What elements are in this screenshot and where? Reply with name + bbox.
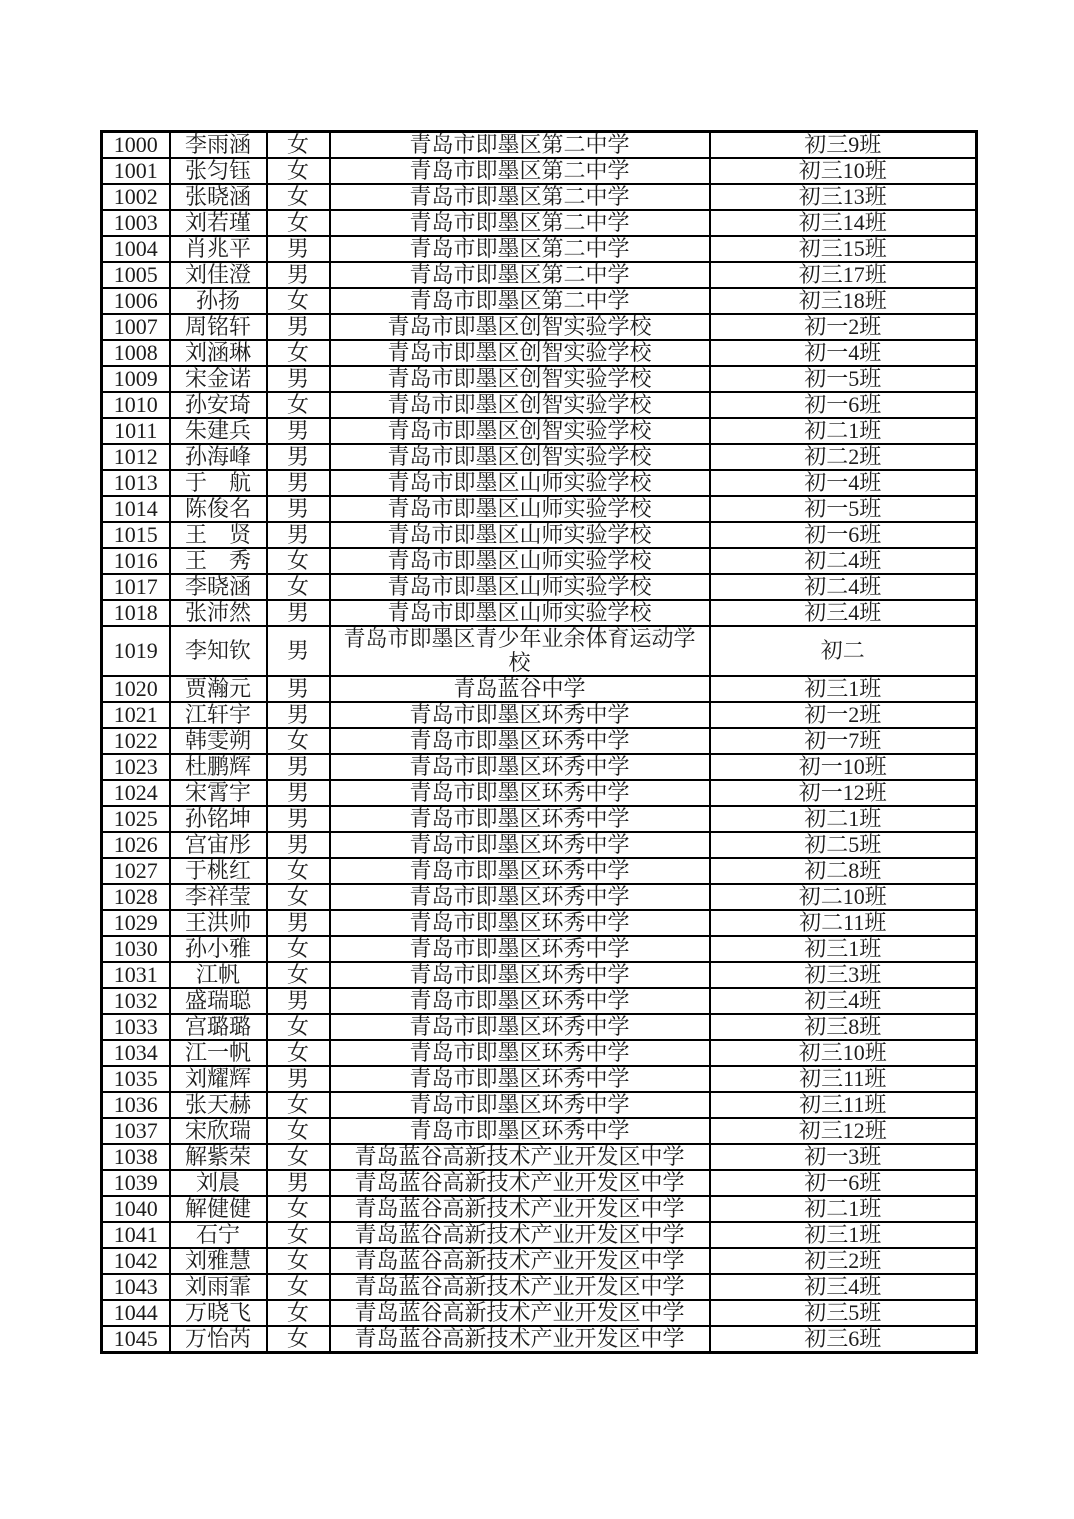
school-cell: 青岛市即墨区创智实验学校 [330,418,710,444]
name-cell: 江帆 [170,962,267,988]
class-cell: 初三6班 [710,1326,977,1353]
gender-cell: 女 [267,1118,330,1144]
name-cell: 解紫荣 [170,1144,267,1170]
class-cell: 初三11班 [710,1066,977,1092]
id-cell: 1004 [102,236,170,262]
class-cell: 初三12班 [710,1118,977,1144]
table-row [102,496,977,522]
gender-cell: 男 [267,522,330,548]
id-cell: 1012 [102,444,170,470]
name-cell: 王 贤 [170,522,267,548]
table-row [102,702,977,728]
id-cell: 1017 [102,574,170,600]
school-cell: 青岛市即墨区山师实验学校 [330,574,710,600]
table-row [102,884,977,910]
class-cell: 初二2班 [710,444,977,470]
gender-cell: 女 [267,1196,330,1222]
class-cell: 初一5班 [710,366,977,392]
school-cell: 青岛市即墨区创智实验学校 [330,314,710,340]
table-row [102,988,977,1014]
class-cell: 初一2班 [710,314,977,340]
class-cell: 初三8班 [710,1014,977,1040]
gender-cell: 女 [267,1092,330,1118]
gender-cell: 男 [267,470,330,496]
school-cell: 青岛市即墨区山师实验学校 [330,496,710,522]
name-cell: 杜鹏辉 [170,754,267,780]
table-row [102,858,977,884]
id-cell: 1027 [102,858,170,884]
school-cell: 青岛蓝谷中学 [330,676,710,702]
table-row [102,1144,977,1170]
class-cell: 初三17班 [710,262,977,288]
gender-cell: 女 [267,1222,330,1248]
school-cell: 青岛蓝谷高新技术产业开发区中学 [330,1248,710,1274]
id-cell: 1043 [102,1274,170,1300]
gender-cell: 男 [267,314,330,340]
name-cell: 刘佳澄 [170,262,267,288]
class-cell: 初一6班 [710,522,977,548]
gender-cell: 男 [267,780,330,806]
class-cell: 初三10班 [710,158,977,184]
student-roster-table [100,130,978,1354]
table-row [102,1248,977,1274]
class-cell: 初三1班 [710,936,977,962]
gender-cell: 女 [267,1274,330,1300]
name-cell: 张晓涵 [170,184,267,210]
gender-cell: 男 [267,910,330,936]
table-row [102,1274,977,1300]
id-cell: 1022 [102,728,170,754]
table-row [102,1300,977,1326]
name-cell: 张沛然 [170,600,267,626]
table-row [102,626,977,676]
class-cell: 初二11班 [710,910,977,936]
gender-cell: 男 [267,444,330,470]
name-cell: 李知钦 [170,626,267,676]
school-cell: 青岛市即墨区第二中学 [330,184,710,210]
gender-cell: 女 [267,1144,330,1170]
gender-cell: 女 [267,392,330,418]
class-cell: 初三5班 [710,1300,977,1326]
id-cell: 1000 [102,132,170,159]
id-cell: 1042 [102,1248,170,1274]
id-cell: 1020 [102,676,170,702]
id-cell: 1026 [102,832,170,858]
name-cell: 宫璐璐 [170,1014,267,1040]
table-row [102,418,977,444]
class-cell: 初三10班 [710,1040,977,1066]
name-cell: 万晓飞 [170,1300,267,1326]
gender-cell: 男 [267,806,330,832]
id-cell: 1024 [102,780,170,806]
gender-cell: 男 [267,832,330,858]
name-cell: 孙海峰 [170,444,267,470]
class-cell: 初一7班 [710,728,977,754]
name-cell: 张天赫 [170,1092,267,1118]
name-cell: 解健健 [170,1196,267,1222]
class-cell: 初三18班 [710,288,977,314]
table-row [102,444,977,470]
name-cell: 王洪帅 [170,910,267,936]
school-cell: 青岛市即墨区环秀中学 [330,1092,710,1118]
gender-cell: 男 [267,626,330,676]
school-cell: 青岛市即墨区环秀中学 [330,962,710,988]
school-cell: 青岛市即墨区创智实验学校 [330,392,710,418]
table-row [102,288,977,314]
class-cell: 初三2班 [710,1248,977,1274]
id-cell: 1025 [102,806,170,832]
school-cell: 青岛市即墨区环秀中学 [330,1118,710,1144]
table-row [102,1118,977,1144]
class-cell: 初二1班 [710,418,977,444]
school-cell: 青岛市即墨区环秀中学 [330,832,710,858]
table-row [102,548,977,574]
school-cell: 青岛市即墨区环秀中学 [330,728,710,754]
table-row [102,1196,977,1222]
id-cell: 1021 [102,702,170,728]
class-cell: 初一10班 [710,754,977,780]
gender-cell: 女 [267,340,330,366]
id-cell: 1035 [102,1066,170,1092]
id-cell: 1031 [102,962,170,988]
class-cell: 初三13班 [710,184,977,210]
table-row [102,158,977,184]
school-cell: 青岛市即墨区环秀中学 [330,1014,710,1040]
name-cell: 韩雯朔 [170,728,267,754]
id-cell: 1039 [102,1170,170,1196]
school-cell: 青岛蓝谷高新技术产业开发区中学 [330,1144,710,1170]
class-cell: 初三1班 [710,676,977,702]
id-cell: 1002 [102,184,170,210]
roster-body [102,132,977,1353]
table-row [102,236,977,262]
name-cell: 刘雨霏 [170,1274,267,1300]
gender-cell: 女 [267,1326,330,1353]
class-cell: 初三15班 [710,236,977,262]
class-cell: 初三9班 [710,132,977,159]
id-cell: 1044 [102,1300,170,1326]
school-cell: 青岛市即墨区环秀中学 [330,936,710,962]
name-cell: 刘涵琳 [170,340,267,366]
school-cell: 青岛蓝谷高新技术产业开发区中学 [330,1170,710,1196]
table-row [102,366,977,392]
gender-cell: 女 [267,548,330,574]
class-cell: 初二1班 [710,1196,977,1222]
name-cell: 张匀钰 [170,158,267,184]
table-row [102,1066,977,1092]
school-cell: 青岛市即墨区第二中学 [330,288,710,314]
school-cell: 青岛市即墨区环秀中学 [330,1040,710,1066]
name-cell: 孙扬 [170,288,267,314]
table-row [102,1014,977,1040]
id-cell: 1015 [102,522,170,548]
name-cell: 江一帆 [170,1040,267,1066]
class-cell: 初一5班 [710,496,977,522]
name-cell: 贾瀚元 [170,676,267,702]
gender-cell: 女 [267,1248,330,1274]
class-cell: 初一3班 [710,1144,977,1170]
id-cell: 1005 [102,262,170,288]
id-cell: 1008 [102,340,170,366]
id-cell: 1023 [102,754,170,780]
name-cell: 石宁 [170,1222,267,1248]
gender-cell: 女 [267,858,330,884]
name-cell: 刘若瑾 [170,210,267,236]
id-cell: 1028 [102,884,170,910]
school-cell: 青岛蓝谷高新技术产业开发区中学 [330,1326,710,1353]
name-cell: 于 航 [170,470,267,496]
gender-cell: 女 [267,936,330,962]
table-row [102,314,977,340]
id-cell: 1037 [102,1118,170,1144]
gender-cell: 女 [267,962,330,988]
school-cell: 青岛市即墨区环秀中学 [330,702,710,728]
name-cell: 盛瑞聪 [170,988,267,1014]
gender-cell: 男 [267,600,330,626]
class-cell: 初二4班 [710,548,977,574]
school-cell: 青岛市即墨区创智实验学校 [330,444,710,470]
class-cell: 初一4班 [710,340,977,366]
gender-cell: 男 [267,1066,330,1092]
table-row [102,806,977,832]
school-cell: 青岛市即墨区环秀中学 [330,884,710,910]
gender-cell: 男 [267,262,330,288]
table-row [102,184,977,210]
table-row [102,780,977,806]
school-cell: 青岛市即墨区山师实验学校 [330,548,710,574]
table-row [102,392,977,418]
school-cell: 青岛市即墨区第二中学 [330,158,710,184]
table-row [102,1092,977,1118]
table-row [102,1040,977,1066]
name-cell: 刘耀辉 [170,1066,267,1092]
table-row [102,262,977,288]
table-row [102,340,977,366]
gender-cell: 女 [267,884,330,910]
class-cell: 初三3班 [710,962,977,988]
name-cell: 刘晨 [170,1170,267,1196]
class-cell: 初二4班 [710,574,977,600]
gender-cell: 男 [267,366,330,392]
name-cell: 周铭轩 [170,314,267,340]
school-cell: 青岛蓝谷高新技术产业开发区中学 [330,1196,710,1222]
gender-cell: 女 [267,1014,330,1040]
table-row [102,600,977,626]
name-cell: 肖兆平 [170,236,267,262]
school-cell: 青岛蓝谷高新技术产业开发区中学 [330,1300,710,1326]
gender-cell: 女 [267,132,330,159]
table-row [102,754,977,780]
name-cell: 李祥莹 [170,884,267,910]
name-cell: 孙安琦 [170,392,267,418]
id-cell: 1011 [102,418,170,444]
id-cell: 1033 [102,1014,170,1040]
id-cell: 1007 [102,314,170,340]
school-cell: 青岛市即墨区山师实验学校 [330,522,710,548]
id-cell: 1014 [102,496,170,522]
gender-cell: 女 [267,1300,330,1326]
id-cell: 1038 [102,1144,170,1170]
class-cell: 初三14班 [710,210,977,236]
school-cell: 青岛市即墨区环秀中学 [330,780,710,806]
class-cell: 初二8班 [710,858,977,884]
id-cell: 1003 [102,210,170,236]
table-row [102,522,977,548]
table-row [102,1326,977,1353]
id-cell: 1036 [102,1092,170,1118]
school-cell: 青岛蓝谷高新技术产业开发区中学 [330,1274,710,1300]
name-cell: 陈俊名 [170,496,267,522]
table-row [102,962,977,988]
name-cell: 孙小雅 [170,936,267,962]
school-cell: 青岛市即墨区环秀中学 [330,910,710,936]
gender-cell: 男 [267,1170,330,1196]
school-cell [330,626,710,676]
gender-cell: 男 [267,676,330,702]
name-cell: 刘雅慧 [170,1248,267,1274]
name-cell: 于桃红 [170,858,267,884]
gender-cell: 男 [267,754,330,780]
class-cell: 初三4班 [710,600,977,626]
name-cell: 李雨涵 [170,132,267,159]
school-cell: 青岛市即墨区环秀中学 [330,754,710,780]
school-cell: 青岛市即墨区山师实验学校 [330,600,710,626]
school-name-line1: 青岛市即墨区青少年业余体育运动学 [343,626,696,651]
school-cell: 青岛市即墨区环秀中学 [330,1066,710,1092]
gender-cell: 女 [267,728,330,754]
name-cell: 孙铭坤 [170,806,267,832]
school-cell: 青岛市即墨区创智实验学校 [330,340,710,366]
school-cell: 青岛市即墨区环秀中学 [330,806,710,832]
class-cell: 初一2班 [710,702,977,728]
name-cell: 万怡芮 [170,1326,267,1353]
id-cell: 1013 [102,470,170,496]
id-cell: 1018 [102,600,170,626]
name-cell: 李晓涵 [170,574,267,600]
id-cell: 1034 [102,1040,170,1066]
class-cell: 初一6班 [710,392,977,418]
gender-cell: 男 [267,988,330,1014]
school-cell: 青岛市即墨区第二中学 [330,210,710,236]
table-row [102,936,977,962]
id-cell: 1040 [102,1196,170,1222]
gender-cell: 男 [267,496,330,522]
id-cell: 1041 [102,1222,170,1248]
class-cell: 初一12班 [710,780,977,806]
table-row [102,728,977,754]
class-cell: 初三11班 [710,1092,977,1118]
class-cell: 初一6班 [710,1170,977,1196]
class-cell: 初一4班 [710,470,977,496]
gender-cell: 男 [267,236,330,262]
gender-cell: 女 [267,1040,330,1066]
gender-cell: 女 [267,210,330,236]
school-cell: 青岛市即墨区环秀中学 [330,858,710,884]
school-cell: 青岛蓝谷高新技术产业开发区中学 [330,1222,710,1248]
name-cell: 朱建兵 [170,418,267,444]
school-cell: 青岛市即墨区环秀中学 [330,988,710,1014]
table-row [102,210,977,236]
school-name-line2: 校 [508,650,531,675]
gender-cell: 女 [267,184,330,210]
gender-cell: 男 [267,418,330,444]
id-cell: 1006 [102,288,170,314]
name-cell: 宋霄宇 [170,780,267,806]
id-cell: 1045 [102,1326,170,1353]
id-cell: 1029 [102,910,170,936]
table-row [102,1222,977,1248]
school-cell: 青岛市即墨区第二中学 [330,132,710,159]
id-cell: 1032 [102,988,170,1014]
table-row [102,1170,977,1196]
id-cell: 1019 [102,626,170,676]
school-cell: 青岛市即墨区第二中学 [330,236,710,262]
table-row [102,470,977,496]
table-row [102,676,977,702]
gender-cell: 女 [267,574,330,600]
table-row [102,910,977,936]
class-cell: 初三1班 [710,1222,977,1248]
school-cell: 青岛市即墨区创智实验学校 [330,366,710,392]
school-cell: 青岛市即墨区第二中学 [330,262,710,288]
name-cell: 王 秀 [170,548,267,574]
table-row [102,832,977,858]
id-cell: 1009 [102,366,170,392]
gender-cell: 男 [267,702,330,728]
school-cell: 青岛市即墨区山师实验学校 [330,470,710,496]
gender-cell: 女 [267,158,330,184]
class-cell: 初二1班 [710,806,977,832]
class-cell: 初二10班 [710,884,977,910]
id-cell: 1010 [102,392,170,418]
name-cell: 宋欣瑞 [170,1118,267,1144]
name-cell: 宫宙彤 [170,832,267,858]
gender-cell: 女 [267,288,330,314]
id-cell: 1016 [102,548,170,574]
class-cell: 初三4班 [710,988,977,1014]
name-cell: 江轩宇 [170,702,267,728]
table-row [102,574,977,600]
class-cell: 初二5班 [710,832,977,858]
name-cell: 宋金诺 [170,366,267,392]
table-row [102,132,977,159]
id-cell: 1001 [102,158,170,184]
id-cell: 1030 [102,936,170,962]
class-cell: 初二 [710,626,977,676]
class-cell: 初三4班 [710,1274,977,1300]
